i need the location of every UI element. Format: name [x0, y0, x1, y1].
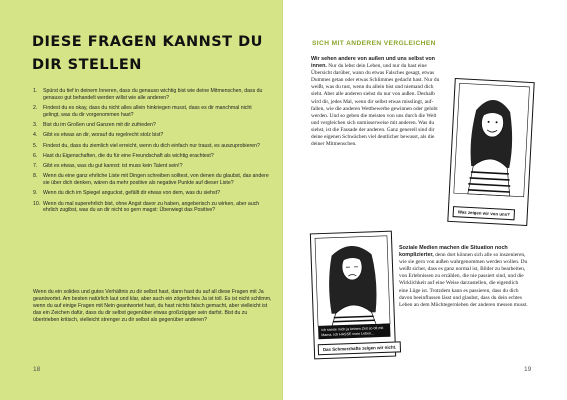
- section-title: SICH MIT ANDEREN VERGLEICHEN: [312, 40, 436, 47]
- paragraph-social-media: Soziale Medien machen die Situation noch komplizierter, denn dort können sich alle so inszenieren, wie sie gern von außen wahrgenommen werden wollen. Du weißt sicher, dass es ganz normal ist, Bilder zu bearbeiten, von Erlebnissen zu erzählen, die nie passiert sind, und die Wirklichkeit auf eine Weise darzustellen, die eigentlich eine Lüge ist. Trotzdem kann es passieren, dass du dich davon beeinflussen lässt und glaubst, dass du dein echtes Leben an dem Möchtegernleben der anderen messen musst.: [399, 245, 528, 308]
- page-number-left: 18: [33, 366, 41, 373]
- summary-paragraph: Wenn du ein solides und gutes Verhältnis zu dir selbst hast, dann hast du auf all diese Fragen mit Ja geantwortet. Am besten natürlich laut und klar, aber auch ein zögerliches Ja ist toll. Es ist nicht schlimm, wenn du auf einige Fragen mit Nein geantwortet hast, du hast nichts falsch gemacht, aber vielleicht ist das ein Zeichen dafür, dass du dir selbst gegenüber etwas großzügiger sein darfst. Bist du zu übertrieben kritisch, vielleicht strenger zu dir selbst als gegenüber anderen?: [33, 289, 272, 323]
- left-page: [0, 0, 283, 400]
- question-item: 7. Gibt es etwas, was du gut kannst: ist muss kein Talent sein!?: [33, 163, 183, 170]
- question-item: 5. Findest du, dass du ziemlich viel erreicht, wenn du dich einfach nur traust, es auszuprobieren?: [33, 142, 260, 149]
- illustration-smiling-woman: [447, 78, 534, 226]
- question-item: 10. Wenn du mal superehrlich bist, ohne Angst davor zu haben, angeberisch zu wirken, aber auch ehrlich zugibst, was du an dir nicht so gern magst: Überwiegt das Positive?: [33, 200, 260, 214]
- caption-painful: Das Schmerzhafte zeigen wir nicht.: [318, 341, 402, 355]
- caption-what-we-show: Was zeigen wir von uns?: [453, 206, 516, 220]
- sad-woman-drawing-icon: [311, 232, 395, 359]
- speech-bubble: Ich streite mich ja keinen Zeit so oft mit Mama. Ich HASSE mein Leben...: [318, 324, 390, 340]
- question-list: [33, 88, 269, 218]
- page-title: DIESE FRAGEN KANNST DU DIR STELLEN: [32, 34, 263, 73]
- question-item: 9. Wenn du dich im Spiegel anguckst, gefällt dir etwas von dem, was du siehst?: [33, 190, 220, 197]
- question-item: 4. Gibt es etwas an dir, worauf du regelrecht stolz bist?: [33, 132, 164, 139]
- page-number-right: 19: [524, 366, 532, 373]
- question-item: 6. Hast du Eigenschaften, die du für eine Freundschaft als wichtig erachtest?: [33, 152, 214, 159]
- paragraph-compare: Wir sehen andere von außen und uns selbst von innen. Nur du lebst dein Leben, und nur du hast eine Übersicht darüber, wann du etwas Falsches gesagt, etwas Dummes getan oder etwas Schlimmes gedacht hast. Nur du weißt, was du tust, wenn du allein bist und niemand dich sieht. Aber alle anderen siehst du nur von außen. Deshalb wird dir, jedes Mal, wenn dir selbst etwas misslingt, auffallen, wie die anderen Wettbewerbe gewinnen oder gelobt werden. Und so geben die meisten von uns durch die Welt und vergleichen sich unmisserweise mit anderen. Was du siehst, ist die Fassade der anderen. Ganz generell sind dir deine eigenen Schwächen viel deutlicher bewusst, als die deiner Mitmenschen.: [311, 56, 440, 148]
- woman-drawing-icon: [448, 79, 533, 225]
- illustration-sad-woman: [310, 231, 396, 360]
- question-item: 3. Bist du im Großen und Ganzen mit dir zufrieden?: [33, 122, 156, 129]
- question-item: 2. Findest du es okay, dass du nicht alles allein hinkriegen musst, dass es dir manchmal nicht gelingt, was du dir vorgenommen hast?: [33, 105, 252, 119]
- question-item: 8. Wenn du eine ganz ehrliche Liste mit Dingen schreiben solltest, von denen du glaubst, das andere sie über dich denken, wären da mehr positive als negative Punkte auf dieser Liste?: [33, 173, 269, 187]
- question-item: 1. Spürst du tief in deinem Inneren, dass du genauso wichtig bist wie deine Mitmenschen, dass du genauso gut behandelt werden willst wie alle anderen?: [33, 88, 263, 101]
